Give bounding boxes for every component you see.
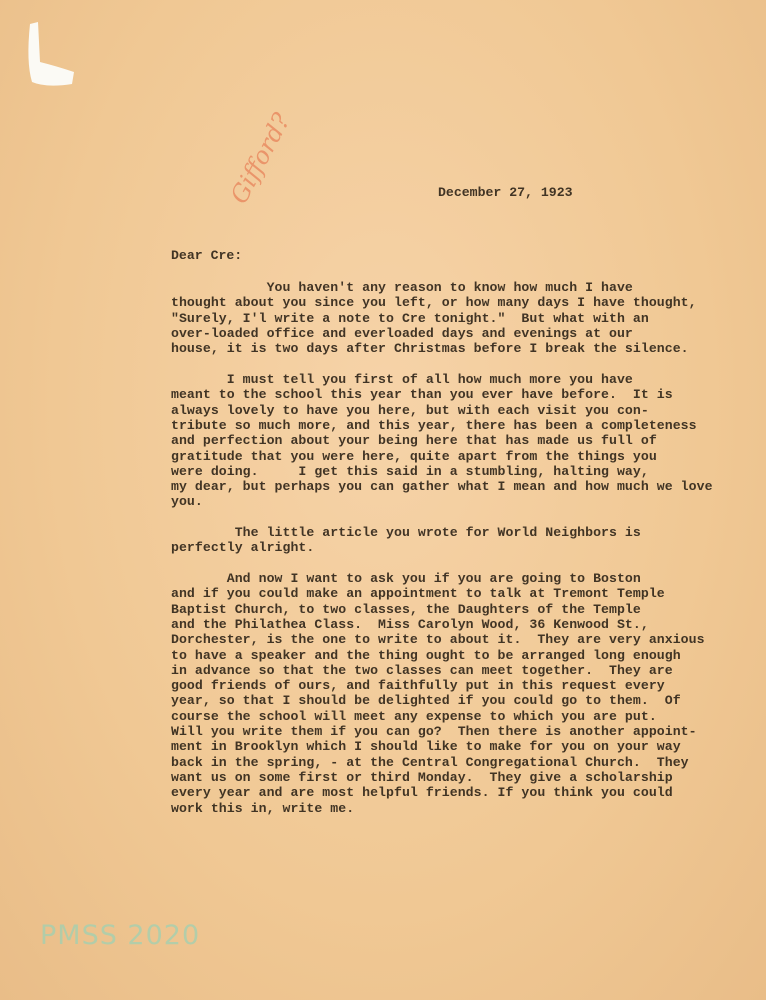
- letter-date: December 27, 1923: [438, 185, 573, 200]
- letter-line: you.: [171, 494, 203, 510]
- letter-line: in advance so that the two classes can meet together. They are: [171, 662, 673, 678]
- letter-line: to have a speaker and the thing ought to be arranged long enough: [171, 647, 681, 663]
- letter-line: house, it is two days after Christmas before I break the silence.: [171, 341, 689, 357]
- letter-line: want us on some first or third Monday. They give a scholarship: [171, 769, 673, 785]
- letter-line: gratitude that you were here, quite apart from the things you: [171, 448, 657, 464]
- letter-line: And now I want to ask you if you are going to Boston: [171, 571, 641, 586]
- letter-line: Will you write them if you can go? Then there is another appoint-: [171, 724, 697, 739]
- letter-line: over-loaded office and everloaded days and evenings at our: [171, 325, 633, 341]
- letter-line: perfectly alright.: [171, 540, 315, 556]
- letter-line: Baptist Church, to two classes, the Daughters of the Temple: [171, 601, 641, 617]
- letter-line: I must tell you first of all how much more you have: [171, 372, 633, 387]
- letter-line: ment in Brooklyn which I should like to make for you on your way: [171, 739, 681, 755]
- letter-line: were doing. I get this said in a stumbling, halting way,: [171, 463, 649, 479]
- letter-line: Dorchester, is the one to write to about it. They are very anxious: [171, 632, 705, 648]
- watermark: PMSS 2020: [40, 920, 201, 951]
- letter-line: You haven't any reason to know how much I have: [171, 280, 633, 295]
- letter-line: good friends of ours, and faithfully put in this request every: [171, 678, 665, 694]
- letter-line: back in the spring, - at the Central Congregational Church. They: [171, 754, 689, 770]
- letter-line: work this in, write me.: [171, 800, 355, 816]
- letter-line: every year and are most helpful friends. If you think you could: [171, 785, 673, 801]
- letter-line: tribute so much more, and this year, there has been a completeness: [171, 417, 697, 433]
- letter-line: and perfection about your being here that has made us full of: [171, 433, 657, 449]
- pencil-annotation: Gifford?: [225, 108, 296, 209]
- letter-line: and the Philathea Class. Miss Carolyn Wood, 36 Kenwood St.,: [171, 616, 649, 632]
- letter-line: and if you could make an appointment to talk at Tremont Temple: [171, 586, 665, 602]
- letter-line: always lovely to have you here, but with each visit you con-: [171, 402, 649, 418]
- letter-line: meant to the school this year than you ever have before. It is: [171, 387, 673, 403]
- salutation: Dear Cre:: [171, 248, 243, 263]
- letter-line: year, so that I should be delighted if you could go to them. Of: [171, 693, 681, 709]
- letter-line: "Surely, I'l write a note to Cre tonight." But what with an: [171, 310, 649, 326]
- letter-line: The little article you wrote for World Neighbors is: [171, 525, 641, 540]
- letter-line: my dear, but perhaps you can gather what I mean and how much we love: [171, 479, 713, 495]
- letter-line: thought about you since you left, or how many days I have thought,: [171, 295, 697, 311]
- letter-line: course the school will meet any expense to which you are put.: [171, 708, 657, 724]
- tape-mark: [26, 22, 74, 88]
